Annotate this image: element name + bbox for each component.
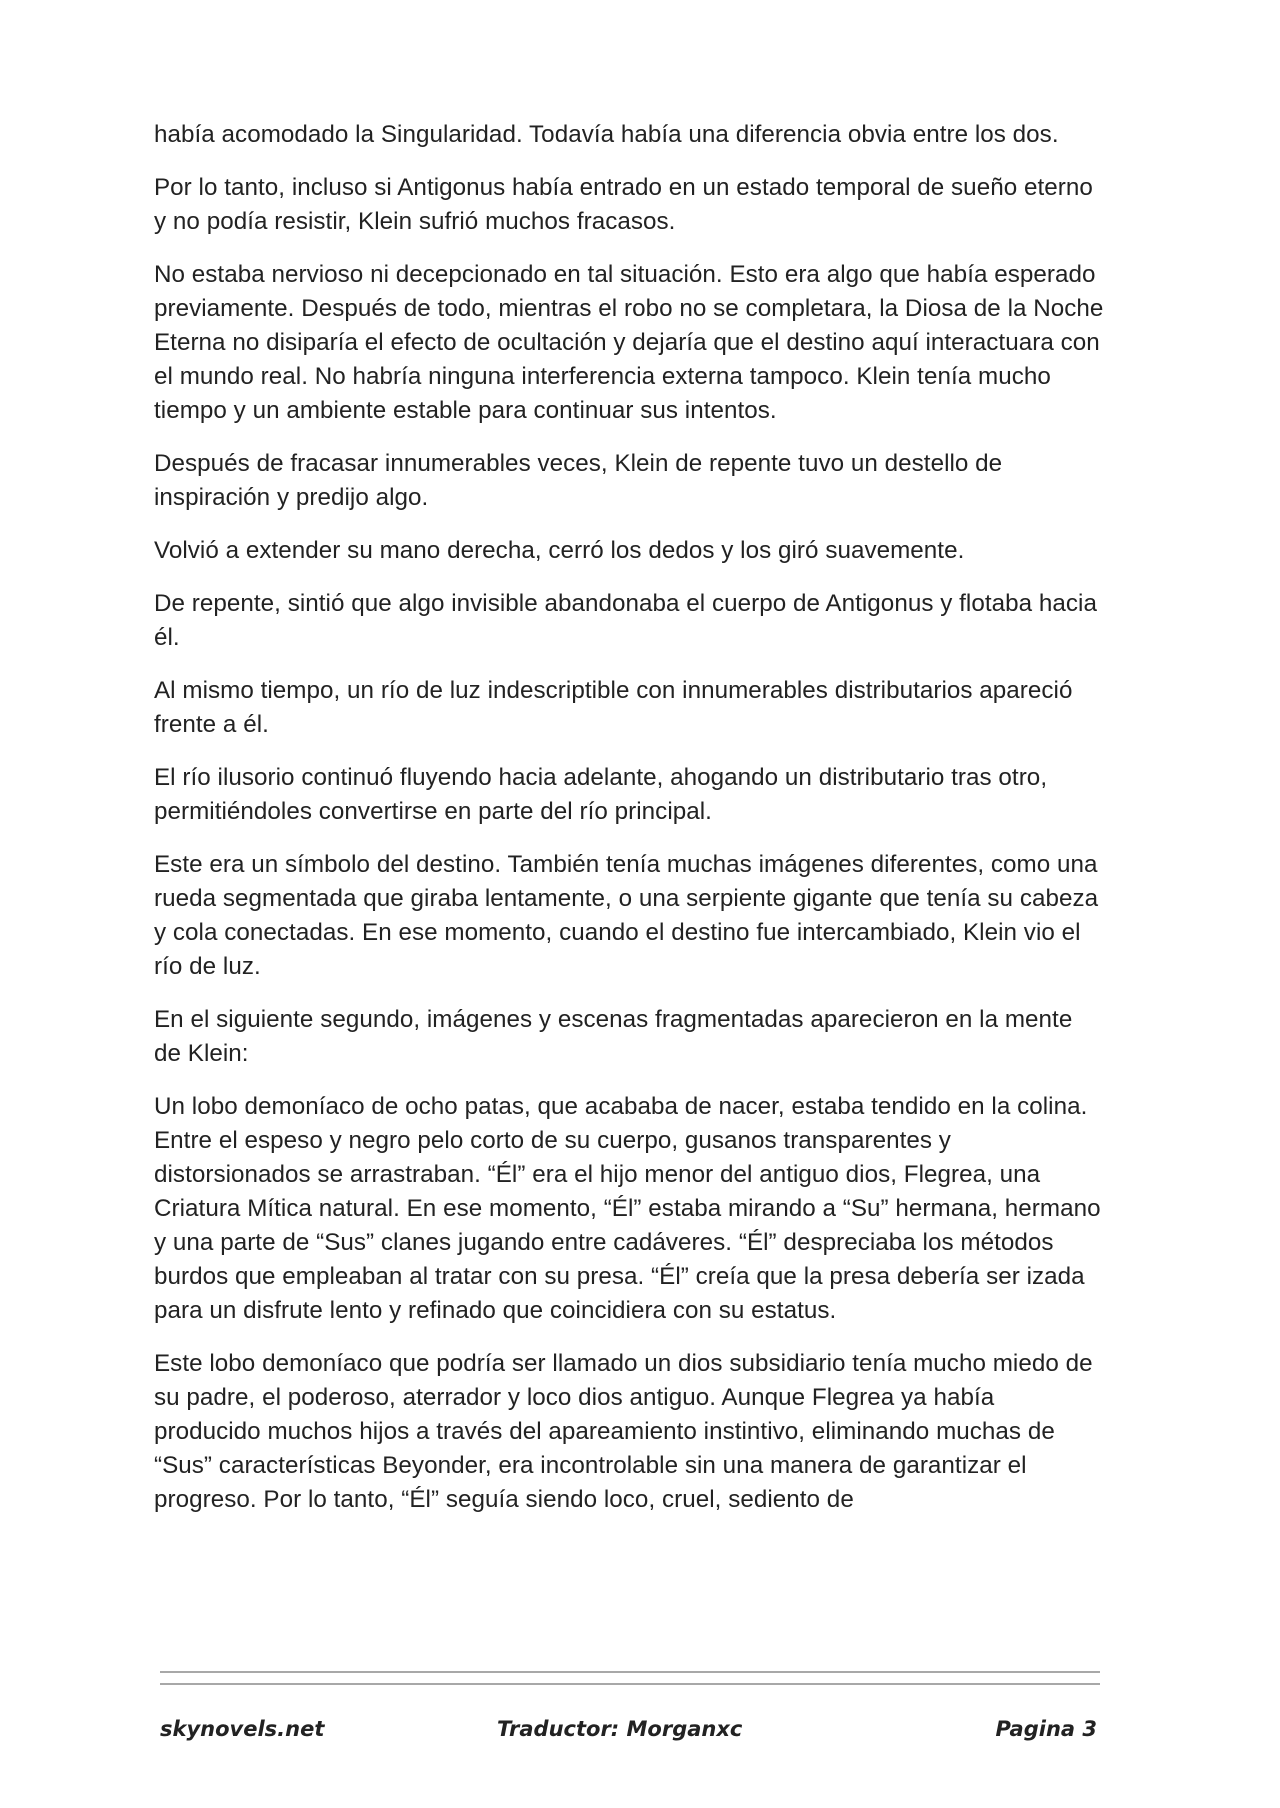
- paragraph: Este lobo demoníaco que podría ser llamado un dios subsidiario tenía mucho miedo de su padre, el poderoso, aterrador y loco dios antiguo. Aunque Flegrea ya había producido muchos hijos a través del apareamiento instintivo, eliminando muchas de “Sus” características Beyonder, era incontrolable sin una manera de garantizar el progreso. Por lo tanto, “Él” seguía siendo loco, cruel, sediento de: [154, 1350, 1093, 1513]
- paragraph: Volvió a extender su mano derecha, cerró los dedos y los giró suavemente.: [154, 537, 965, 564]
- paragraph: En el siguiente segundo, imágenes y escenas fragmentadas aparecieron en la mente de Klein:: [154, 1006, 1073, 1067]
- footer-divider: [160, 1671, 1100, 1673]
- paragraph: había acomodado la Singularidad. Todavía había una diferencia obvia entre los dos.: [154, 121, 1059, 148]
- footer-translator-credit: Traductor: Morganxc: [497, 1717, 743, 1741]
- body-text: [154, 118, 1104, 1536]
- paragraph: Después de fracasar innumerables veces, Klein de repente tuvo un destello de inspiración y predijo algo.: [154, 450, 1003, 511]
- paragraph: De repente, sintió que algo invisible abandonaba el cuerpo de Antigonus y flotaba hacia él.: [154, 590, 1097, 651]
- paragraph: El río ilusorio continuó fluyendo hacia adelante, ahogando un distributario tras otro, permitiéndoles convertirse en parte del río principal.: [154, 764, 1048, 825]
- paragraph: No estaba nervioso ni decepcionado en tal situación. Esto era algo que había esperado previamente. Después de todo, mientras el robo no se completara, la Diosa de la Noche Eterna no disiparía el efecto de ocultación y dejaría que el destino aquí interactuara con el mundo real. No habría ninguna interferencia externa tampoco. Klein tenía mucho tiempo y un ambiente estable para continuar sus intentos.: [154, 261, 1104, 424]
- footer-divider: [160, 1683, 1100, 1685]
- paragraph: Por lo tanto, incluso si Antigonus había entrado en un estado temporal de sueño eterno y no podía resistir, Klein sufrió muchos fracasos.: [154, 174, 1093, 235]
- footer-page-number: Pagina 3: [995, 1717, 1097, 1741]
- footer-site-name: skynovels.net: [160, 1717, 325, 1741]
- paragraph: Al mismo tiempo, un río de luz indescriptible con innumerables distributarios apareció frente a él.: [154, 677, 1073, 738]
- paragraph: Un lobo demoníaco de ocho patas, que acababa de nacer, estaba tendido en la colina. Entre el espeso y negro pelo corto de su cuerpo, gusanos transparentes y distorsionados se arrastraban. “Él” era el hijo menor del antiguo dios, Flegrea, una Criatura Mítica natural. En ese momento, “Él” estaba mirando a “Su” hermana, hermano y una parte de “Sus” clanes jugando entre cadáveres. “Él” despreciaba los métodos burdos que empleaban al tratar con su presa. “Él” creía que la presa debería ser izada para un disfrute lento y refinado que coincidiera con su estatus.: [154, 1093, 1101, 1324]
- paragraph: Este era un símbolo del destino. También tenía muchas imágenes diferentes, como una rueda segmentada que giraba lentamente, o una serpiente gigante que tenía su cabeza y cola conectadas. En ese momento, cuando el destino fue intercambiado, Klein vio el río de luz.: [154, 851, 1099, 980]
